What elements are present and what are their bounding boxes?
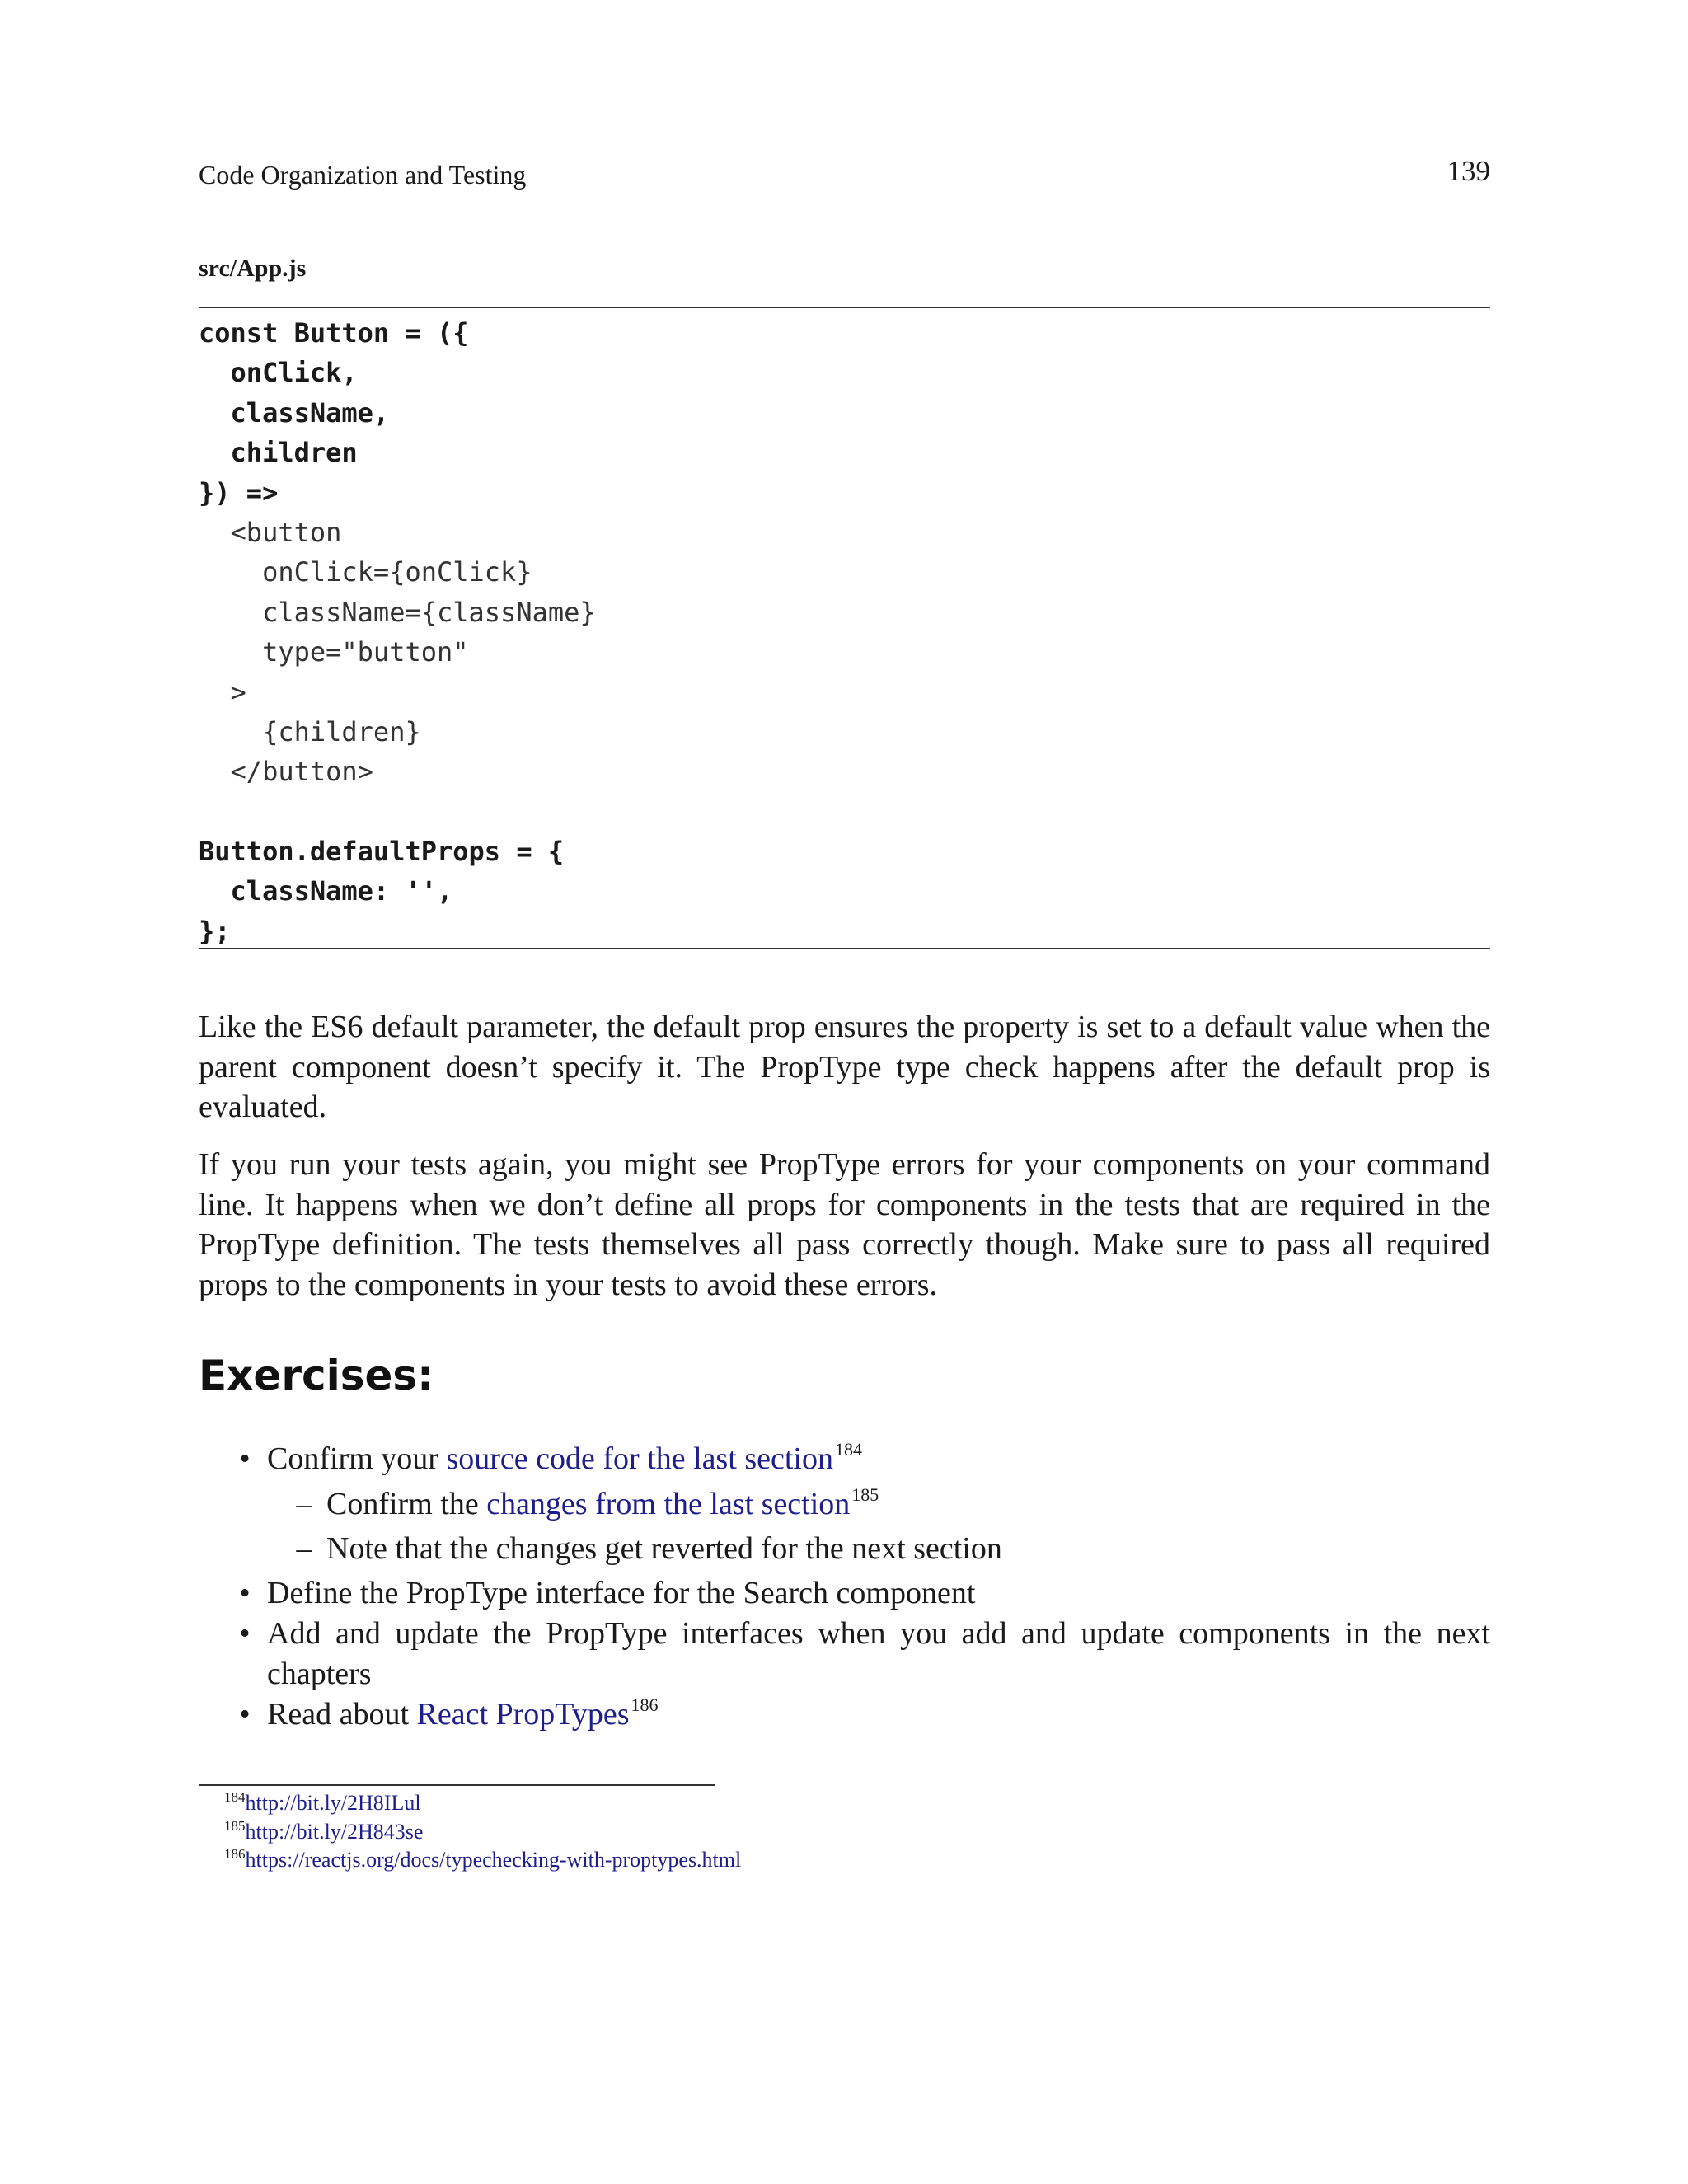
code-line: className={className}: [199, 596, 596, 628]
code-line: };: [199, 915, 231, 947]
item-text: Read about: [267, 1697, 417, 1732]
footnote: [224, 1790, 741, 1819]
bullet-icon: •: [239, 1576, 251, 1610]
code-line: children: [199, 437, 358, 469]
footnote-divider: [199, 1784, 715, 1786]
code-listing: [199, 313, 596, 951]
exercises-heading: Exercises:: [199, 1352, 434, 1399]
item-text: Note that the changes get reverted for the next section: [326, 1531, 1002, 1566]
code-caption: src/App.js: [199, 255, 307, 282]
paragraph-default-prop: Like the ES6 default parameter, the default prop ensures the property is set to a default value when the parent component doesn’t specify it. The PropType type check happens after the default prop is evaluated.: [199, 1010, 1490, 1124]
bullet-icon: •: [239, 1616, 251, 1651]
footnote-link[interactable]: http://bit.ly/2H843se: [245, 1819, 424, 1844]
footnote-number: 185: [224, 1817, 246, 1834]
item-text: Confirm your: [267, 1441, 447, 1476]
code-line: </button>: [199, 756, 373, 788]
footnote-link[interactable]: https://reactjs.org/docs/typechecking-with-proptypes.html: [245, 1848, 742, 1872]
footnote-number: 186: [224, 1846, 246, 1862]
footnote-ref[interactable]: 184: [834, 1439, 862, 1460]
code-line: const Button = ({: [199, 317, 469, 349]
code-line: >: [199, 676, 246, 708]
code-line: }) =>: [199, 476, 279, 509]
bullet-icon: •: [239, 1697, 251, 1732]
code-line: type="button": [199, 636, 469, 668]
bullet-icon: •: [239, 1441, 251, 1476]
dash-icon: –: [296, 1487, 312, 1521]
code-block: [199, 307, 1490, 949]
paragraph-proptype-errors: If you run your tests again, you might see PropType errors for your components on your command line. It happens when we don’t define all props for components in the tests that are required in the PropType definition. The tests themselves all pass correctly though. Make sure to pass all required props to the components in your tests to avoid these errors.: [199, 1147, 1490, 1302]
footnote: [224, 1819, 741, 1848]
dash-icon: –: [296, 1531, 312, 1566]
item-text: Define the PropType interface for the Search component: [267, 1576, 976, 1610]
footnotes: [224, 1790, 741, 1876]
code-line: className: '',: [199, 875, 453, 907]
changes-link[interactable]: changes from the last section: [486, 1487, 851, 1521]
code-line: Button.defaultProps = {: [199, 836, 565, 868]
code-line: onClick,: [199, 357, 358, 389]
code-line: {children}: [199, 715, 421, 748]
code-line: [199, 792, 596, 832]
footnote-number: 184: [224, 1789, 246, 1805]
source-code-link[interactable]: source code for the last section: [446, 1441, 833, 1476]
footnote-ref[interactable]: 186: [631, 1694, 659, 1715]
item-text: Confirm the: [326, 1487, 487, 1521]
page-header: [199, 153, 1490, 194]
page-number: 139: [1447, 155, 1490, 187]
code-line: className,: [199, 396, 390, 429]
item-text: Add and update the PropType interfaces when you add and update components in the next chapters: [267, 1616, 1490, 1691]
footnote-link[interactable]: http://bit.ly/2H8ILul: [245, 1791, 421, 1815]
code-line: onClick={onClick}: [199, 556, 532, 588]
react-proptypes-link[interactable]: React PropTypes: [416, 1697, 630, 1732]
footnote-ref[interactable]: 185: [851, 1484, 879, 1505]
running-title: Code Organization and Testing: [199, 160, 527, 190]
footnote: [224, 1847, 741, 1876]
code-line: <button: [199, 516, 342, 548]
